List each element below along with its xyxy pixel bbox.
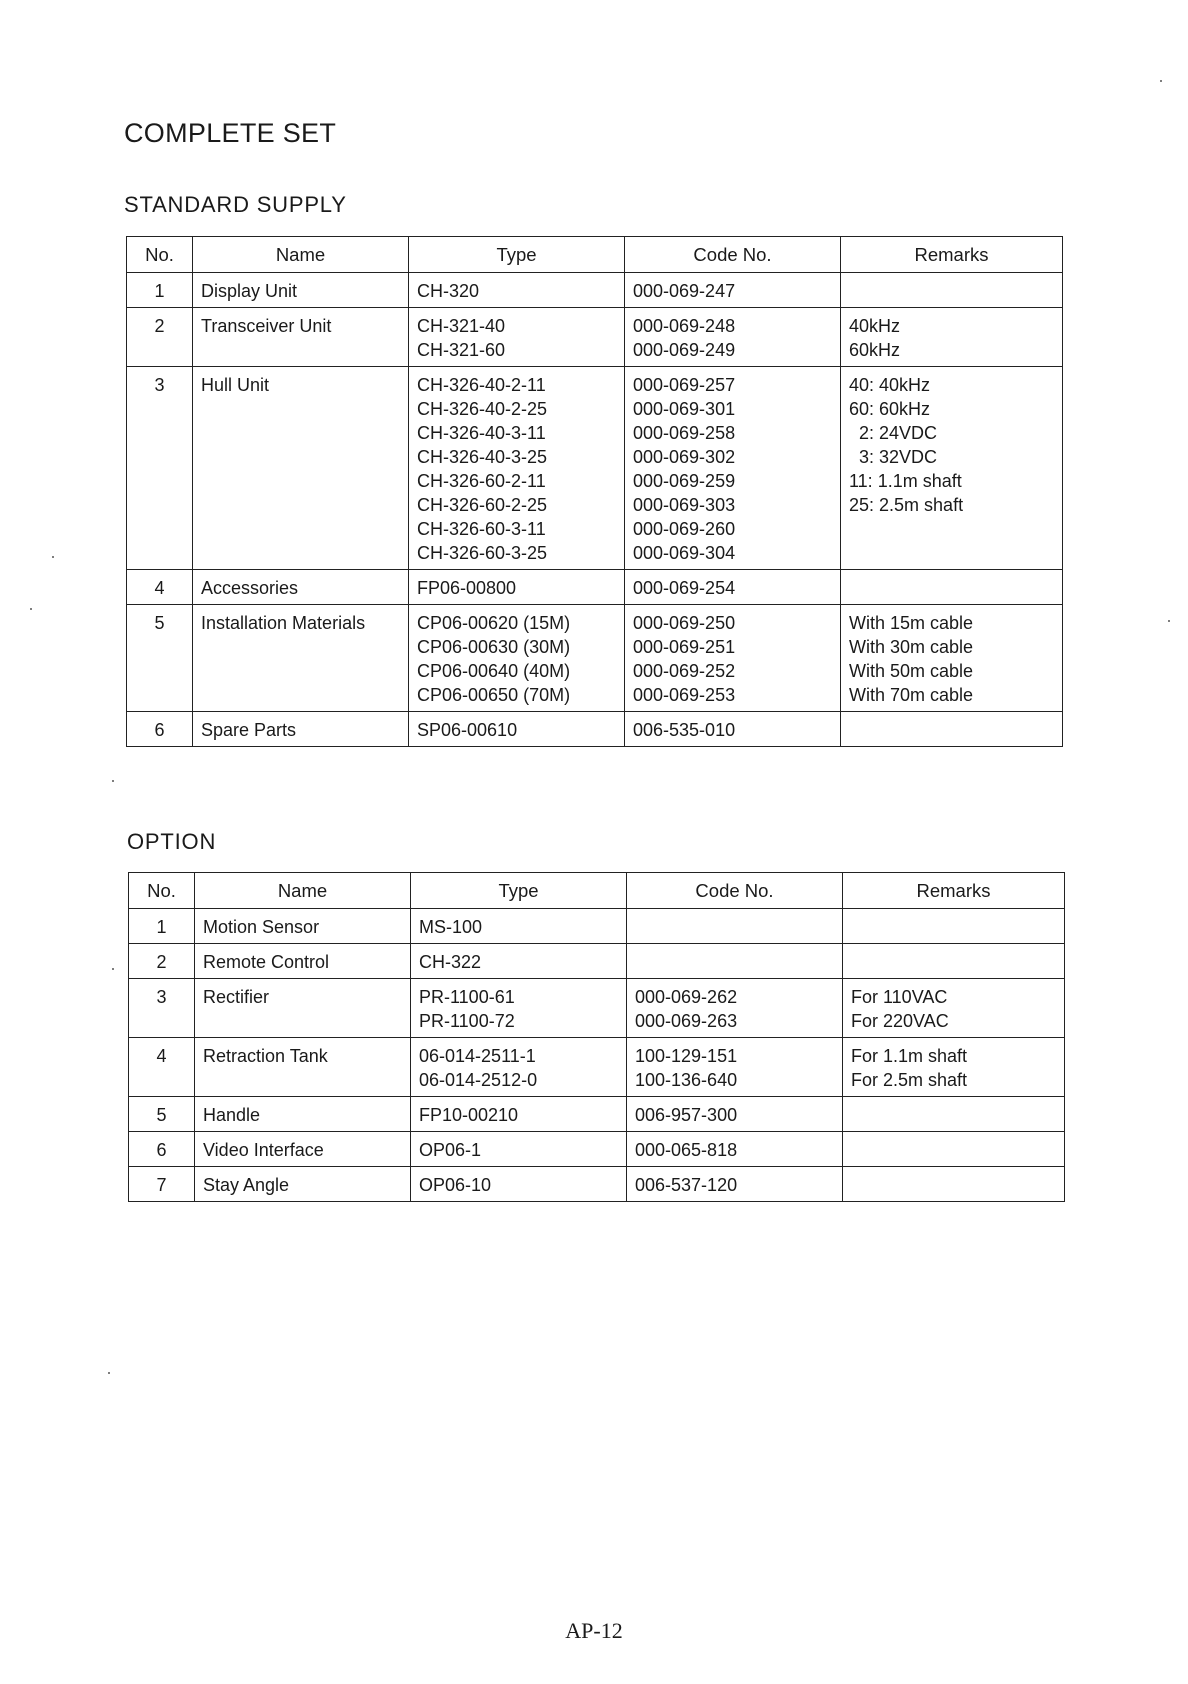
code-line: 000-069-260 bbox=[633, 519, 736, 539]
option-heading: OPTION bbox=[127, 829, 217, 854]
cell-code-no bbox=[625, 367, 841, 570]
remark-line: With 30m cable bbox=[849, 637, 974, 657]
type-line: CH-321-40 bbox=[417, 316, 506, 336]
table-row bbox=[127, 308, 1063, 367]
code-line: 000-069-262 bbox=[635, 987, 738, 1007]
cell-no: 1 bbox=[129, 909, 195, 944]
cell-no: 6 bbox=[127, 712, 193, 747]
code-line: 000-069-248 bbox=[633, 316, 736, 336]
remark-line: For 220VAC bbox=[851, 1011, 949, 1031]
option-table bbox=[128, 872, 1065, 1202]
code-line: 000-069-302 bbox=[633, 447, 736, 467]
scan-speck bbox=[1160, 80, 1162, 82]
cell-code-no bbox=[625, 308, 841, 367]
code-line: 000-069-250 bbox=[633, 613, 736, 633]
cell-code-no bbox=[625, 570, 841, 605]
remark-line: 60: 60kHz bbox=[849, 399, 931, 419]
cell-name: Video Interface bbox=[195, 1132, 411, 1167]
cell-code-no bbox=[625, 605, 841, 712]
cell-name: Accessories bbox=[193, 570, 409, 605]
type-line: CH-326-60-2-25 bbox=[417, 495, 548, 515]
code-line: 000-069-249 bbox=[633, 340, 736, 360]
scan-speck bbox=[112, 968, 114, 970]
cell-no: 1 bbox=[127, 273, 193, 308]
column-header-remarks: Remarks bbox=[841, 237, 1063, 273]
table-header-row bbox=[127, 237, 1063, 273]
cell-code-no bbox=[627, 1132, 843, 1167]
cell-type bbox=[411, 944, 627, 979]
cell-type bbox=[411, 1097, 627, 1132]
remark-line: With 70m cable bbox=[849, 685, 974, 705]
cell-remarks bbox=[841, 367, 1063, 570]
scan-speck bbox=[112, 780, 114, 782]
cell-remarks bbox=[841, 570, 1063, 605]
code-line: 006-957-300 bbox=[635, 1105, 738, 1125]
type-line: CH-326-40-2-11 bbox=[417, 375, 546, 395]
cell-type bbox=[409, 712, 625, 747]
cell-no: 3 bbox=[127, 367, 193, 570]
cell-remarks bbox=[843, 1038, 1065, 1097]
remark-line: With 50m cable bbox=[849, 661, 974, 681]
standard-supply-table bbox=[126, 236, 1063, 747]
page-number: AP-12 bbox=[565, 1618, 623, 1643]
code-line: 000-069-254 bbox=[633, 578, 736, 598]
type-line: 06-014-2512-0 bbox=[419, 1070, 538, 1090]
scan-speck bbox=[52, 556, 54, 558]
table-row bbox=[129, 1132, 1065, 1167]
type-line: CP06-00650 (70M) bbox=[417, 685, 571, 705]
cell-no: 5 bbox=[127, 605, 193, 712]
table-row bbox=[129, 909, 1065, 944]
cell-type bbox=[409, 273, 625, 308]
code-line: 000-069-247 bbox=[633, 281, 736, 301]
cell-type bbox=[409, 367, 625, 570]
type-line: CH-321-60 bbox=[417, 340, 506, 360]
type-line: PR-1100-61 bbox=[419, 987, 515, 1007]
cell-code-no bbox=[625, 273, 841, 308]
cell-remarks bbox=[843, 1132, 1065, 1167]
type-line: CH-322 bbox=[419, 952, 482, 972]
cell-no: 2 bbox=[127, 308, 193, 367]
cell-code-no bbox=[627, 1167, 843, 1202]
code-line: 000-069-304 bbox=[633, 543, 736, 563]
cell-no: 4 bbox=[129, 1038, 195, 1097]
scan-speck bbox=[108, 1372, 110, 1374]
code-line: 006-537-120 bbox=[635, 1175, 738, 1195]
cell-no: 2 bbox=[129, 944, 195, 979]
table-row bbox=[127, 712, 1063, 747]
cell-remarks bbox=[841, 712, 1063, 747]
remark-line: 2: 24VDC bbox=[849, 423, 938, 443]
cell-type bbox=[409, 308, 625, 367]
cell-name: Motion Sensor bbox=[195, 909, 411, 944]
code-line: 000-069-303 bbox=[633, 495, 736, 515]
table-header-row bbox=[129, 873, 1065, 909]
column-header-name: Name bbox=[193, 237, 409, 273]
code-line: 006-535-010 bbox=[633, 720, 736, 740]
cell-remarks bbox=[841, 273, 1063, 308]
type-line: CH-326-60-2-11 bbox=[417, 471, 546, 491]
cell-no: 4 bbox=[127, 570, 193, 605]
table-row bbox=[129, 979, 1065, 1038]
table-row bbox=[129, 944, 1065, 979]
remark-line: 3: 32VDC bbox=[849, 447, 938, 467]
cell-code-no bbox=[627, 979, 843, 1038]
table-row bbox=[129, 1038, 1065, 1097]
type-line: FP06-00800 bbox=[417, 578, 517, 598]
table-row bbox=[129, 1167, 1065, 1202]
cell-name: Display Unit bbox=[193, 273, 409, 308]
cell-name: Hull Unit bbox=[193, 367, 409, 570]
cell-name: Stay Angle bbox=[195, 1167, 411, 1202]
type-line: CH-326-60-3-11 bbox=[417, 519, 546, 539]
cell-remarks bbox=[841, 605, 1063, 712]
remark-line: With 15m cable bbox=[849, 613, 974, 633]
cell-name: Retraction Tank bbox=[195, 1038, 411, 1097]
table-row bbox=[127, 570, 1063, 605]
table-row bbox=[127, 273, 1063, 308]
cell-type bbox=[409, 605, 625, 712]
type-line: CH-320 bbox=[417, 281, 480, 301]
remark-line: 40kHz bbox=[849, 316, 901, 336]
type-line: CH-326-40-3-25 bbox=[417, 447, 548, 467]
table-row bbox=[127, 605, 1063, 712]
cell-name: Spare Parts bbox=[193, 712, 409, 747]
cell-type bbox=[411, 1167, 627, 1202]
code-line: 000-065-818 bbox=[635, 1140, 738, 1160]
code-line: 100-129-151 bbox=[635, 1046, 738, 1066]
standard-supply-heading: STANDARD SUPPLY bbox=[124, 192, 347, 217]
scan-speck bbox=[30, 608, 32, 610]
type-line: OP06-10 bbox=[419, 1175, 492, 1195]
type-line: OP06-1 bbox=[419, 1140, 482, 1160]
cell-name: Remote Control bbox=[195, 944, 411, 979]
code-line: 000-069-252 bbox=[633, 661, 736, 681]
column-header-name: Name bbox=[195, 873, 411, 909]
cell-no: 3 bbox=[129, 979, 195, 1038]
remark-line: 11: 1.1m shaft bbox=[849, 471, 962, 491]
cell-name: Installation Materials bbox=[193, 605, 409, 712]
type-line: CH-326-40-3-11 bbox=[417, 423, 546, 443]
cell-code-no bbox=[625, 712, 841, 747]
type-line: PR-1100-72 bbox=[419, 1011, 515, 1031]
type-line: CP06-00620 (15M) bbox=[417, 613, 571, 633]
remark-line: 60kHz bbox=[849, 340, 901, 360]
table-row bbox=[129, 1097, 1065, 1132]
column-header-type: Type bbox=[411, 873, 627, 909]
cell-code-no bbox=[627, 944, 843, 979]
remark-line: For 1.1m shaft bbox=[851, 1046, 968, 1066]
code-line: 000-069-301 bbox=[633, 399, 736, 419]
column-header-no: No. bbox=[127, 237, 193, 273]
remark-line: For 2.5m shaft bbox=[851, 1070, 968, 1090]
type-line: CP06-00630 (30M) bbox=[417, 637, 571, 657]
column-header-code-no: Code No. bbox=[625, 237, 841, 273]
cell-remarks bbox=[843, 1097, 1065, 1132]
code-line: 000-069-263 bbox=[635, 1011, 738, 1031]
cell-type bbox=[409, 570, 625, 605]
code-line: 000-069-251 bbox=[633, 637, 736, 657]
remark-line: For 110VAC bbox=[851, 987, 948, 1007]
type-line: CP06-00640 (40M) bbox=[417, 661, 571, 681]
cell-type bbox=[411, 909, 627, 944]
remark-line: 40: 40kHz bbox=[849, 375, 931, 395]
type-line: CH-326-40-2-25 bbox=[417, 399, 548, 419]
cell-code-no bbox=[627, 1038, 843, 1097]
cell-no: 7 bbox=[129, 1167, 195, 1202]
cell-remarks bbox=[843, 1167, 1065, 1202]
cell-code-no bbox=[627, 1097, 843, 1132]
column-header-no: No. bbox=[129, 873, 195, 909]
type-line: 06-014-2511-1 bbox=[419, 1046, 536, 1066]
column-header-remarks: Remarks bbox=[843, 873, 1065, 909]
code-line: 100-136-640 bbox=[635, 1070, 738, 1090]
type-line: FP10-00210 bbox=[419, 1105, 519, 1125]
cell-no: 5 bbox=[129, 1097, 195, 1132]
cell-remarks bbox=[843, 944, 1065, 979]
table-row bbox=[127, 367, 1063, 570]
cell-remarks bbox=[841, 308, 1063, 367]
column-header-code-no: Code No. bbox=[627, 873, 843, 909]
cell-type bbox=[411, 1038, 627, 1097]
cell-name: Rectifier bbox=[195, 979, 411, 1038]
scan-speck bbox=[1168, 620, 1170, 622]
code-line: 000-069-257 bbox=[633, 375, 736, 395]
type-line: SP06-00610 bbox=[417, 720, 518, 740]
code-line: 000-069-258 bbox=[633, 423, 736, 443]
type-line: CH-326-60-3-25 bbox=[417, 543, 548, 563]
cell-type bbox=[411, 1132, 627, 1167]
code-line: 000-069-253 bbox=[633, 685, 736, 705]
code-line: 000-069-259 bbox=[633, 471, 736, 491]
type-line: MS-100 bbox=[419, 917, 483, 937]
page-title: COMPLETE SET bbox=[124, 118, 337, 148]
cell-no: 6 bbox=[129, 1132, 195, 1167]
cell-remarks bbox=[843, 909, 1065, 944]
cell-code-no bbox=[627, 909, 843, 944]
remark-line: 25: 2.5m shaft bbox=[849, 495, 964, 515]
cell-name: Transceiver Unit bbox=[193, 308, 409, 367]
cell-remarks bbox=[843, 979, 1065, 1038]
cell-type bbox=[411, 979, 627, 1038]
cell-name: Handle bbox=[195, 1097, 411, 1132]
column-header-type: Type bbox=[409, 237, 625, 273]
